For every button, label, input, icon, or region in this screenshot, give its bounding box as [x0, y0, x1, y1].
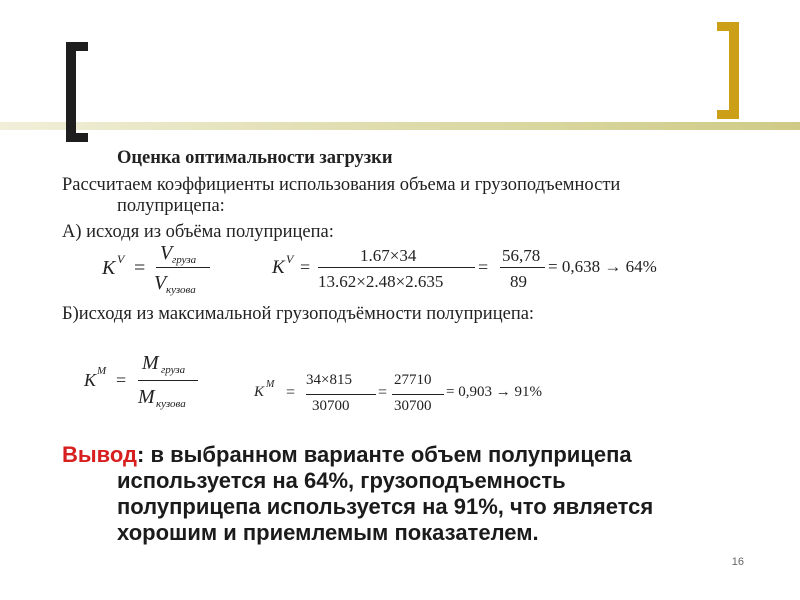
right-bracket: [729, 22, 739, 119]
left-bracket-bottom: [66, 133, 88, 142]
section-b-heading: Б)исходя из максимальной грузоподъёмности полуприцепа:: [62, 304, 535, 324]
right-bracket-bottom: [717, 110, 739, 119]
formula-kv-definition: K V = V груза V кузова: [100, 240, 220, 302]
formula-km-definition: K M = M груза M кузова: [82, 352, 212, 414]
header-rule: [0, 122, 800, 130]
intro-line-2: полуприцепа:: [117, 196, 225, 216]
section-a-heading: А) исходя из объёма полуприцепа:: [62, 222, 334, 242]
intro-line-1: Рассчитаем коэффициенты использования объема и грузоподъемности: [62, 175, 621, 195]
left-bracket: [66, 42, 76, 142]
formula-kv-calculation: K V = 1.67×34 13.62×2.48×2.635 = 56,78 89 = 0,638 → 64%: [272, 246, 657, 291]
right-bracket-top: [717, 22, 739, 31]
conclusion-line-2: используется на 64%, грузоподъемность: [117, 468, 566, 493]
conclusion-line-3: полуприцепа используется на 91%, что является: [117, 494, 654, 519]
conclusion-label: Вывод: [62, 442, 138, 467]
conclusion-line-1: [62, 442, 632, 468]
formula-km-calculation: K M = 34×815 30700 = 27710 30700 = 0,903 → 91%: [254, 372, 542, 414]
conclusion-text-1: : в выбранном варианте объем полуприцепа: [137, 442, 632, 467]
left-bracket-top: [66, 42, 88, 51]
slide-title: Оценка оптимальности загрузки: [117, 148, 393, 168]
conclusion-line-4: хорошим и приемлемым показателем.: [117, 520, 539, 545]
slide-number: 16: [731, 556, 744, 568]
